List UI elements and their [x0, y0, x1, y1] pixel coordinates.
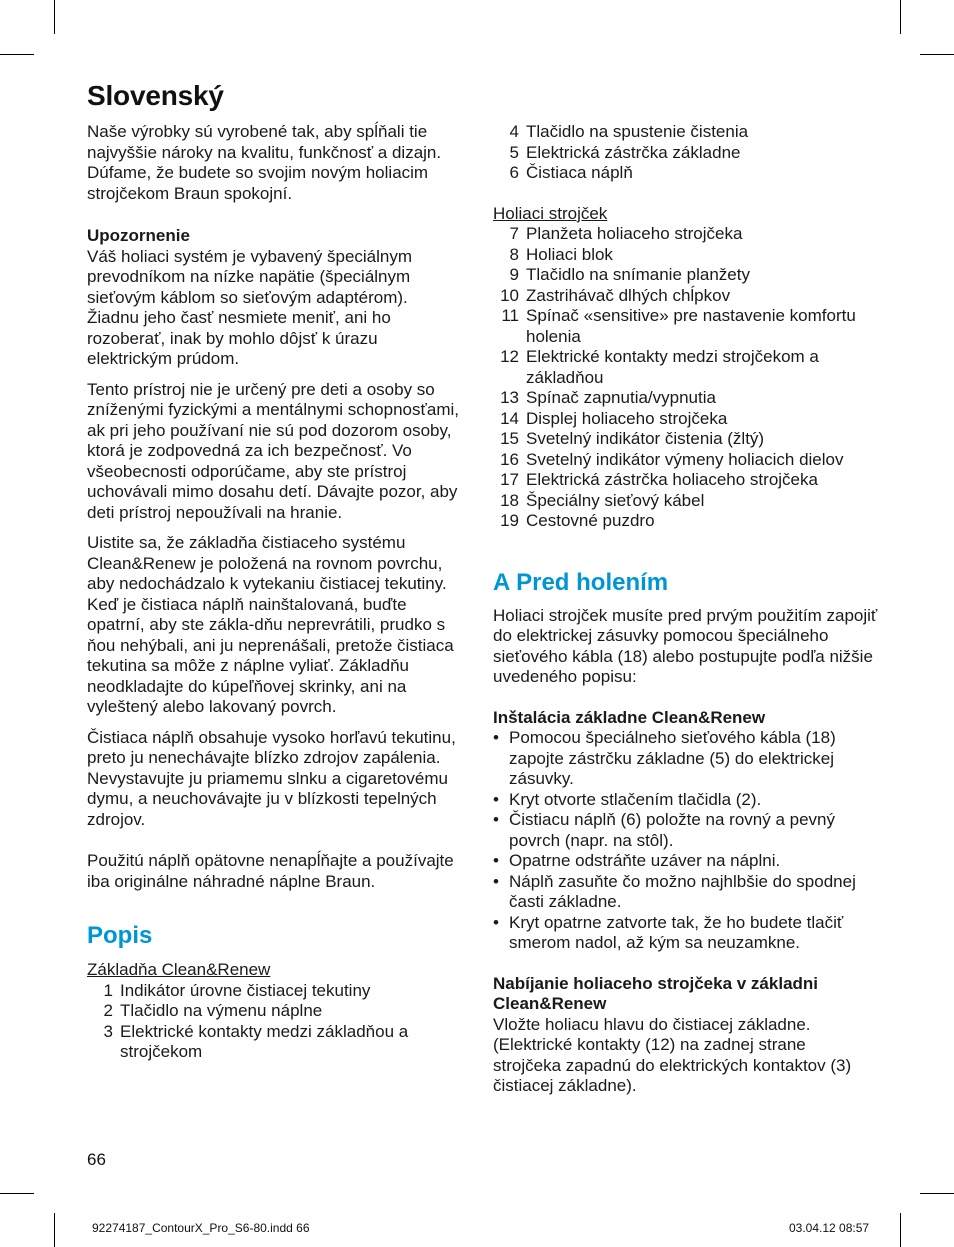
list-item — [493, 728, 878, 790]
list-item — [493, 122, 878, 143]
list-item-text: Špeciálny sieťový kábel — [526, 490, 705, 510]
list-item-text: Kryt opatrne zatvorte tak, že ho budete tlačiť smerom nadol, až kým sa neuzamkne. — [509, 912, 844, 952]
list-item-number: 17 — [500, 470, 519, 489]
list-item — [493, 163, 878, 184]
list-item — [493, 429, 878, 450]
page-number: 66 — [87, 1150, 106, 1169]
bullet-icon: • — [493, 789, 499, 809]
crop-mark — [920, 1193, 954, 1194]
bullet-icon: • — [493, 912, 499, 932]
bullet-icon: • — [493, 871, 499, 891]
list-item-text: Tlačidlo na výmenu náplne — [120, 1001, 323, 1020]
install-heading: Inštalácia základne Clean&Renew — [493, 707, 766, 727]
list-item — [87, 1001, 459, 1022]
list-item — [493, 224, 878, 245]
charge-text: Vložte holiacu hlavu do čistiacej základne. (Elektrické kontakty (12) na zadnej strane strojčeka zapadnú do elektrických kontaktov (3) čistiacej základne). — [493, 1014, 852, 1095]
section-heading-before-shaving: A Pred holením — [493, 568, 669, 596]
list-item-text: Elektrická zástrčka základne — [526, 142, 741, 162]
list-item-number: 6 — [509, 163, 519, 182]
list-item-text: Elektrické kontakty medzi základňou a strojčekom — [120, 1021, 409, 1061]
base-label: Základňa Clean&Renew — [87, 960, 271, 979]
warning-heading: Upozornenie — [87, 226, 190, 245]
footer-date: 03.04.12 08:57 — [789, 1221, 870, 1235]
list-item — [493, 470, 878, 491]
list-item — [493, 511, 878, 532]
list-item — [493, 245, 878, 266]
shaver-parts-list — [493, 224, 878, 532]
page-title: Slovenský — [87, 80, 224, 111]
install-steps-list — [493, 728, 878, 954]
list-item-text: Tlačidlo na spustenie čistenia — [526, 122, 749, 141]
list-item — [493, 409, 878, 430]
list-item-text: Planžeta holiaceho strojčeka — [526, 224, 743, 243]
bullet-icon: • — [493, 851, 499, 870]
list-item — [493, 872, 878, 913]
list-item — [493, 306, 878, 347]
list-item-number: 8 — [509, 244, 519, 264]
list-item-number: 15 — [500, 429, 519, 448]
list-item-text: Svetelný indikátor čistenia (žltý) — [526, 429, 765, 448]
list-item-number: 13 — [500, 388, 519, 407]
list-item-number: 1 — [103, 980, 113, 1000]
list-item — [493, 790, 878, 811]
list-item — [493, 810, 878, 851]
list-item-number: 9 — [509, 265, 519, 284]
list-item-text: Čistiaca náplň — [526, 163, 633, 182]
right-column — [493, 122, 878, 1097]
list-item-text: Elektrické kontakty medzi strojčekom a základňou — [526, 347, 819, 387]
list-item-text: Kryt otvorte stlačením tlačidla (2). — [509, 789, 762, 809]
list-item — [493, 286, 878, 307]
list-item-text: Čistiacu náplň (6) položte na rovný a pevný povrch (napr. na stôl). — [509, 810, 836, 850]
intro-paragraph: Naše výrobky sú vyrobené tak, aby spĺňali tie najvyššie nároky na kvalitu, funkčnosť a dizajn. Dúfame, že budete so svojim novým holiacim strojčekom Braun spokojní. — [87, 122, 442, 203]
list-item — [493, 450, 878, 471]
crop-mark — [0, 1193, 34, 1194]
list-item-text: Zastrihávač dlhých chĺpkov — [526, 285, 731, 305]
list-item-number: 4 — [509, 122, 519, 141]
list-item-text: Opatrne odstráňte uzáver na náplni. — [509, 851, 781, 870]
crop-mark — [54, 0, 55, 34]
crop-mark — [900, 0, 901, 34]
charge-heading: Nabíjanie holiaceho strojčeka v základni Clean&Renew — [493, 973, 819, 1013]
warning-paragraph: Uistite sa, že základňa čistiaceho systému Clean&Renew je položená na rovnom povrchu, aby nedochádzalo k vytekaniu čistiacej tekutiny. Keď je čistiaca náplň nainštalovaná, buďte opatrní, aby ste zákla-dňu neprevrátili, prudko s ňou nehýbali, ani ju neprenášali, pretože čistiaca tekutina sa môže z náplne vyliať. Základňu neodkladajte do kúpeľňovej skrinky, ani na vyleštený alebo lakovaný povrch. — [87, 533, 454, 716]
crop-mark — [920, 54, 954, 55]
list-item-number: 10 — [500, 285, 519, 305]
list-item-number: 14 — [500, 408, 519, 428]
list-item — [493, 143, 878, 164]
list-item-text: Tlačidlo na snímanie planžety — [526, 265, 750, 284]
crop-mark — [0, 54, 34, 55]
list-item-text: Svetelný indikátor výmeny holiacich dielov — [526, 449, 844, 469]
list-item-text: Náplň zasuňte čo možno najhlbšie do spodnej časti základne. — [509, 871, 856, 911]
list-item-text: Elektrická zástrčka holiaceho strojčeka — [526, 470, 818, 489]
list-item-text: Indikátor úrovne čistiacej tekutiny — [120, 980, 371, 1000]
list-item-text: Pomocou špeciálneho sieťového kábla (18) zapojte zástrčku základne (5) do elektrickej zásuvky. — [509, 728, 836, 788]
list-item-text: Spínač zapnutia/vypnutia — [526, 388, 716, 407]
list-item — [493, 347, 878, 388]
shaver-label: Holiaci strojček — [493, 203, 608, 223]
footer-file-info: 92274187_ContourX_Pro_S6-80.indd 66 — [92, 1221, 310, 1235]
left-column — [87, 122, 459, 1063]
list-item-number: 3 — [103, 1021, 113, 1041]
list-item — [493, 851, 878, 872]
list-item-number: 2 — [103, 1001, 113, 1020]
base-parts-list-continued — [493, 122, 878, 184]
bullet-icon: • — [493, 810, 499, 829]
crop-mark — [900, 1213, 901, 1247]
list-item — [87, 981, 459, 1002]
list-item-number: 19 — [500, 511, 519, 530]
crop-mark — [54, 1213, 55, 1247]
list-item-number: 18 — [500, 490, 519, 510]
list-item-number: 5 — [509, 142, 519, 162]
list-item — [493, 265, 878, 286]
section-heading-description: Popis — [87, 922, 153, 949]
bullet-icon: • — [493, 728, 499, 747]
warning-paragraph: Použitú náplň opätovne nenapĺňajte a používajte iba originálne náhradné náplne Braun. — [87, 851, 454, 891]
list-item-number: 7 — [509, 224, 519, 243]
base-parts-list — [87, 981, 459, 1063]
warning-paragraph: Čistiaca náplň obsahuje vysoko horľavú tekutinu, preto ju nenechávajte blízko zdrojov zapálenia. Nevystavujte ju priamemu slnku a cigaretovému dymu, a neuchovávajte ju v blízkosti tepelných zdrojov. — [87, 727, 456, 829]
list-item — [493, 491, 878, 512]
list-item-text: Holiaci blok — [526, 244, 613, 264]
warning-paragraph: Tento prístroj nie je určený pre deti a osoby so zníženými fyzickými a mentálnymi schopnosťami, ak pri jeho používaní nie sú pod dozorom osoby, ktorá je zodpovedná za ich bezpečnosť. Vo všeobecnosti odporúčame, aby ste prístroj uchovávali mimo dosahu detí. Dávajte pozor, aby deti prístroj nepoužívali na hranie. — [87, 379, 459, 522]
warning-paragraph: Váš holiaci systém je vybavený špeciálnym prevodníkom na nízke napätie (špeciálnym sieťovým káblom so sieťovým adaptérom). Žiadnu jeho časť nesmiete meniť, ani ho rozoberať, inak by mohlo dôjsť k úrazu elektrickým prúdom. — [87, 246, 413, 368]
before-intro: Holiaci strojček musíte pred prvým použitím zapojiť do elektrickej zásuvky pomocou špeciálneho sieťového kábla (18) alebo postupujte podľa nižšie uvedeného popisu: — [493, 605, 878, 686]
list-item-text: Displej holiaceho strojčeka — [526, 408, 728, 428]
list-item-text: Cestovné puzdro — [526, 511, 655, 530]
list-item-number: 12 — [500, 347, 519, 366]
list-item — [493, 913, 878, 954]
list-item-number: 11 — [501, 306, 519, 325]
list-item-text: Spínač «sensitive» pre nastavenie komfortu holenia — [526, 306, 856, 346]
list-item — [87, 1022, 459, 1063]
list-item-number: 16 — [500, 449, 519, 469]
list-item — [493, 388, 878, 409]
